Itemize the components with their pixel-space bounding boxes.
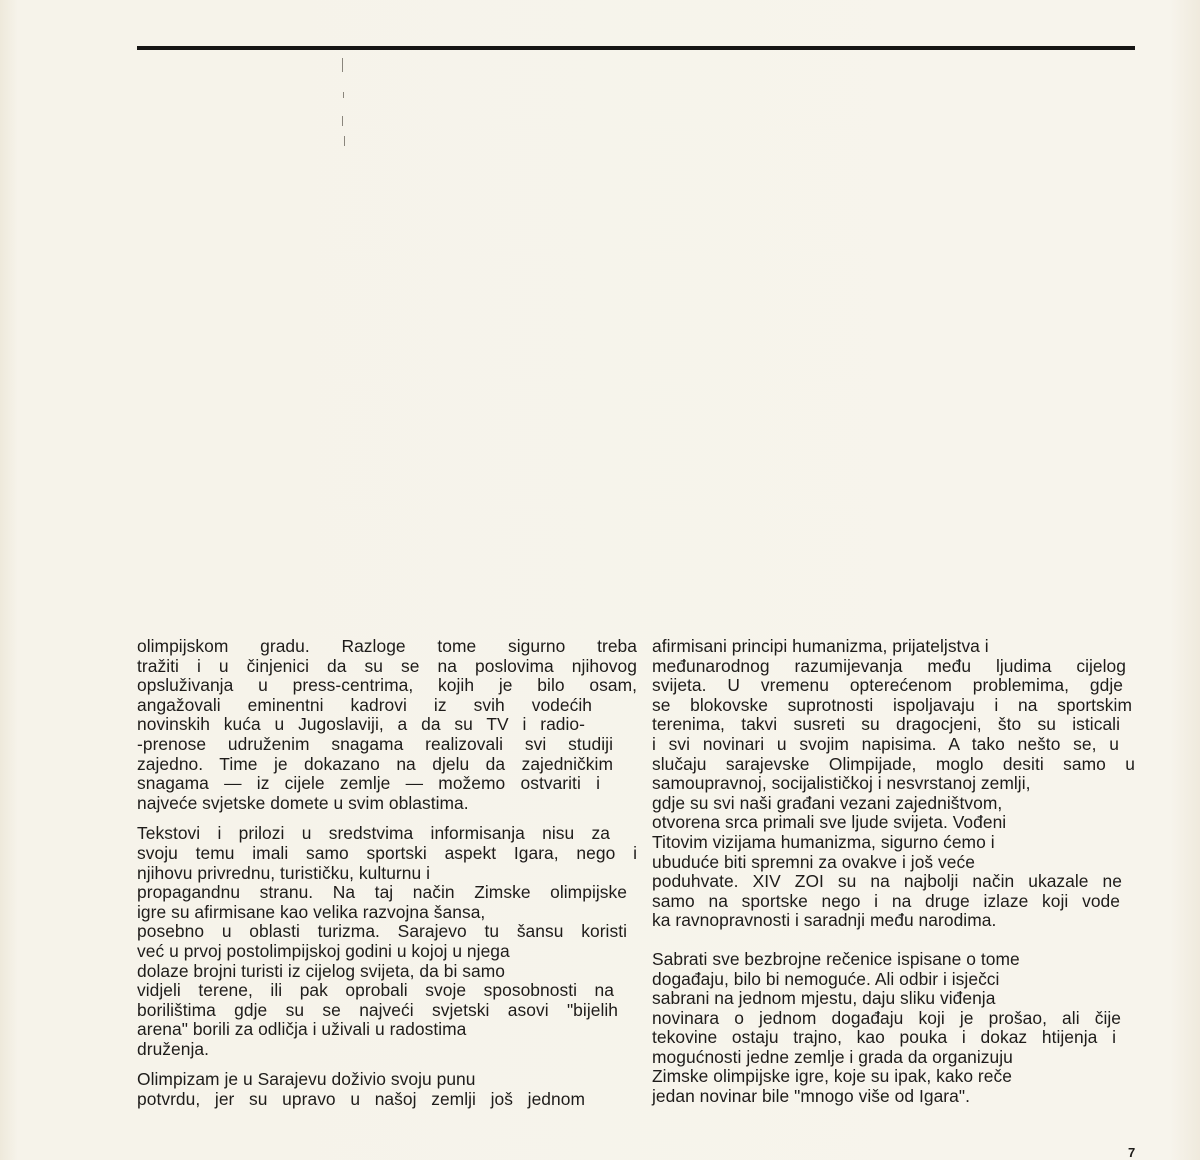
- text-line: vidjeli terene, ili pak oprobali svoje sposobnosti na: [137, 980, 614, 1001]
- text-line: poduhvate. XIV ZOI su na najbolji način ukazale ne: [652, 871, 1122, 892]
- text-line: igre su afirmisane kao velika razvojna šansa,: [137, 901, 486, 922]
- text-line: samoupravnoj, socijalističkoj i nesvrstanoj zemlji,: [652, 773, 1031, 794]
- left-paragraph-2: [137, 824, 637, 1059]
- text-line: potvrdu, jer su upravo u našoj zemlji još jednom: [137, 1089, 585, 1110]
- text-line: novinara o jednom događaju koji je prošao, ali čije: [652, 1007, 1121, 1028]
- text-line: Olimpizam je u Sarajevu doživio svoju punu: [137, 1069, 476, 1090]
- text-line: druženja.: [137, 1038, 209, 1059]
- text-line: i svi novinari u svojim napisima. A tako nešto se, u: [652, 733, 1119, 754]
- text-line: mogućnosti jedne zemlje i grada da organizuju: [652, 1046, 1013, 1067]
- text-line: ubuduće biti spremni za ovakve i još veće: [652, 851, 975, 872]
- right-column: [652, 637, 1152, 1107]
- text-line: slučaju sarajevske Olimpijade, moglo desiti samo u: [652, 753, 1135, 774]
- text-line: Zimske olimpijske igre, koje su ipak, kako reče: [652, 1066, 1012, 1087]
- text-line: olimpijskom gradu. Razloge tome sigurno treba: [137, 636, 637, 656]
- right-paragraph-1: [652, 637, 1152, 931]
- text-line: snagama — iz cijele zemlje — možemo ostvariti i: [137, 773, 600, 794]
- text-line: propagandnu stranu. Na taj način Zimske olimpijske: [137, 882, 627, 903]
- text-line: opsluživanja u press-centrima, kojih je bilo osam,: [137, 675, 637, 696]
- text-line: otvorena srca primali sve ljude svijeta. Vođeni: [652, 812, 1007, 833]
- text-line: angažovali eminentni kadrovi iz svih vodećih: [137, 694, 592, 715]
- text-line: ka ravnopravnosti i saradnji među narodima.: [652, 910, 997, 931]
- right-paragraph-2: [652, 950, 1152, 1107]
- text-line: već u prvoj postolimpijskoj godini u kojoj u njega: [137, 940, 510, 961]
- left-column: [137, 637, 637, 1110]
- text-line: zajedno. Time je dokazano na djelu da zajedničkim: [137, 753, 613, 774]
- left-paragraph-3: [137, 1070, 637, 1109]
- text-line: njihovu privrednu, turističku, kulturnu i: [137, 862, 430, 883]
- text-line: afirmisani principi humanizma, prijateljstva i: [652, 636, 989, 656]
- text-line: Sabrati sve bezbrojne rečenice ispisane o tome: [652, 948, 1020, 969]
- text-line: arena" borili za odličja i uživali u radostima: [137, 1019, 467, 1040]
- text-line: međunarodnog razumijevanja među ljudima cijelog: [652, 655, 1126, 676]
- text-line: jedan novinar bile "mnogo više od Igara".: [652, 1086, 970, 1107]
- left-paragraph-1: [137, 637, 637, 813]
- text-line: dolaze brojni turisti iz cijelog svijeta, da bi samo: [137, 960, 505, 981]
- text-line: novinskih kuća u Jugoslaviji, a da su TV i radio-: [137, 714, 585, 735]
- text-line: događaju, bilo bi nemoguće. Ali odbir i isječci: [652, 968, 1000, 989]
- text-line: svijeta. U vremenu opterećenom problemima, gdje: [652, 675, 1123, 696]
- text-line: Titovim vizijama humanizma, sigurno ćemo i: [652, 831, 995, 852]
- text-line: terenima, takvi susreti su dragocjeni, što su isticali: [652, 714, 1120, 735]
- text-line: najveće svjetske domete u svim oblastima.: [137, 792, 469, 813]
- page-number: 7: [1128, 1145, 1136, 1160]
- top-rule: [137, 46, 1135, 50]
- text-line: gdje su svi naši građani vezani zajedništvom,: [652, 792, 1003, 813]
- text-line: samo na sportske nego i na druge izlaze koji vode: [652, 890, 1120, 911]
- text-line: Tekstovi i prilozi u sredstvima informisanja nisu za: [137, 823, 610, 844]
- text-line: -prenose udruženim snagama realizovali svi studiji: [137, 733, 613, 754]
- text-line: borilištima gdje su se najveći svjetski asovi "bijelih: [137, 999, 618, 1020]
- text-line: svoju temu imali samo sportski aspekt Igara, nego i: [137, 842, 637, 863]
- paper-specks: [340, 58, 346, 150]
- text-line: tražiti i u činjenici da su se na poslovima njihovog: [137, 655, 637, 676]
- text-line: tekovine ostaju trajno, kao pouka i dokaz htijenja i: [652, 1027, 1116, 1048]
- text-line: sabrani na jednom mjestu, daju sliku viđenja: [652, 988, 996, 1009]
- text-line: posebno u oblasti turizma. Sarajevo tu šansu koristi: [137, 921, 627, 942]
- text-line: se blokovske suprotnosti ispoljavaju i na sportskim: [652, 694, 1132, 715]
